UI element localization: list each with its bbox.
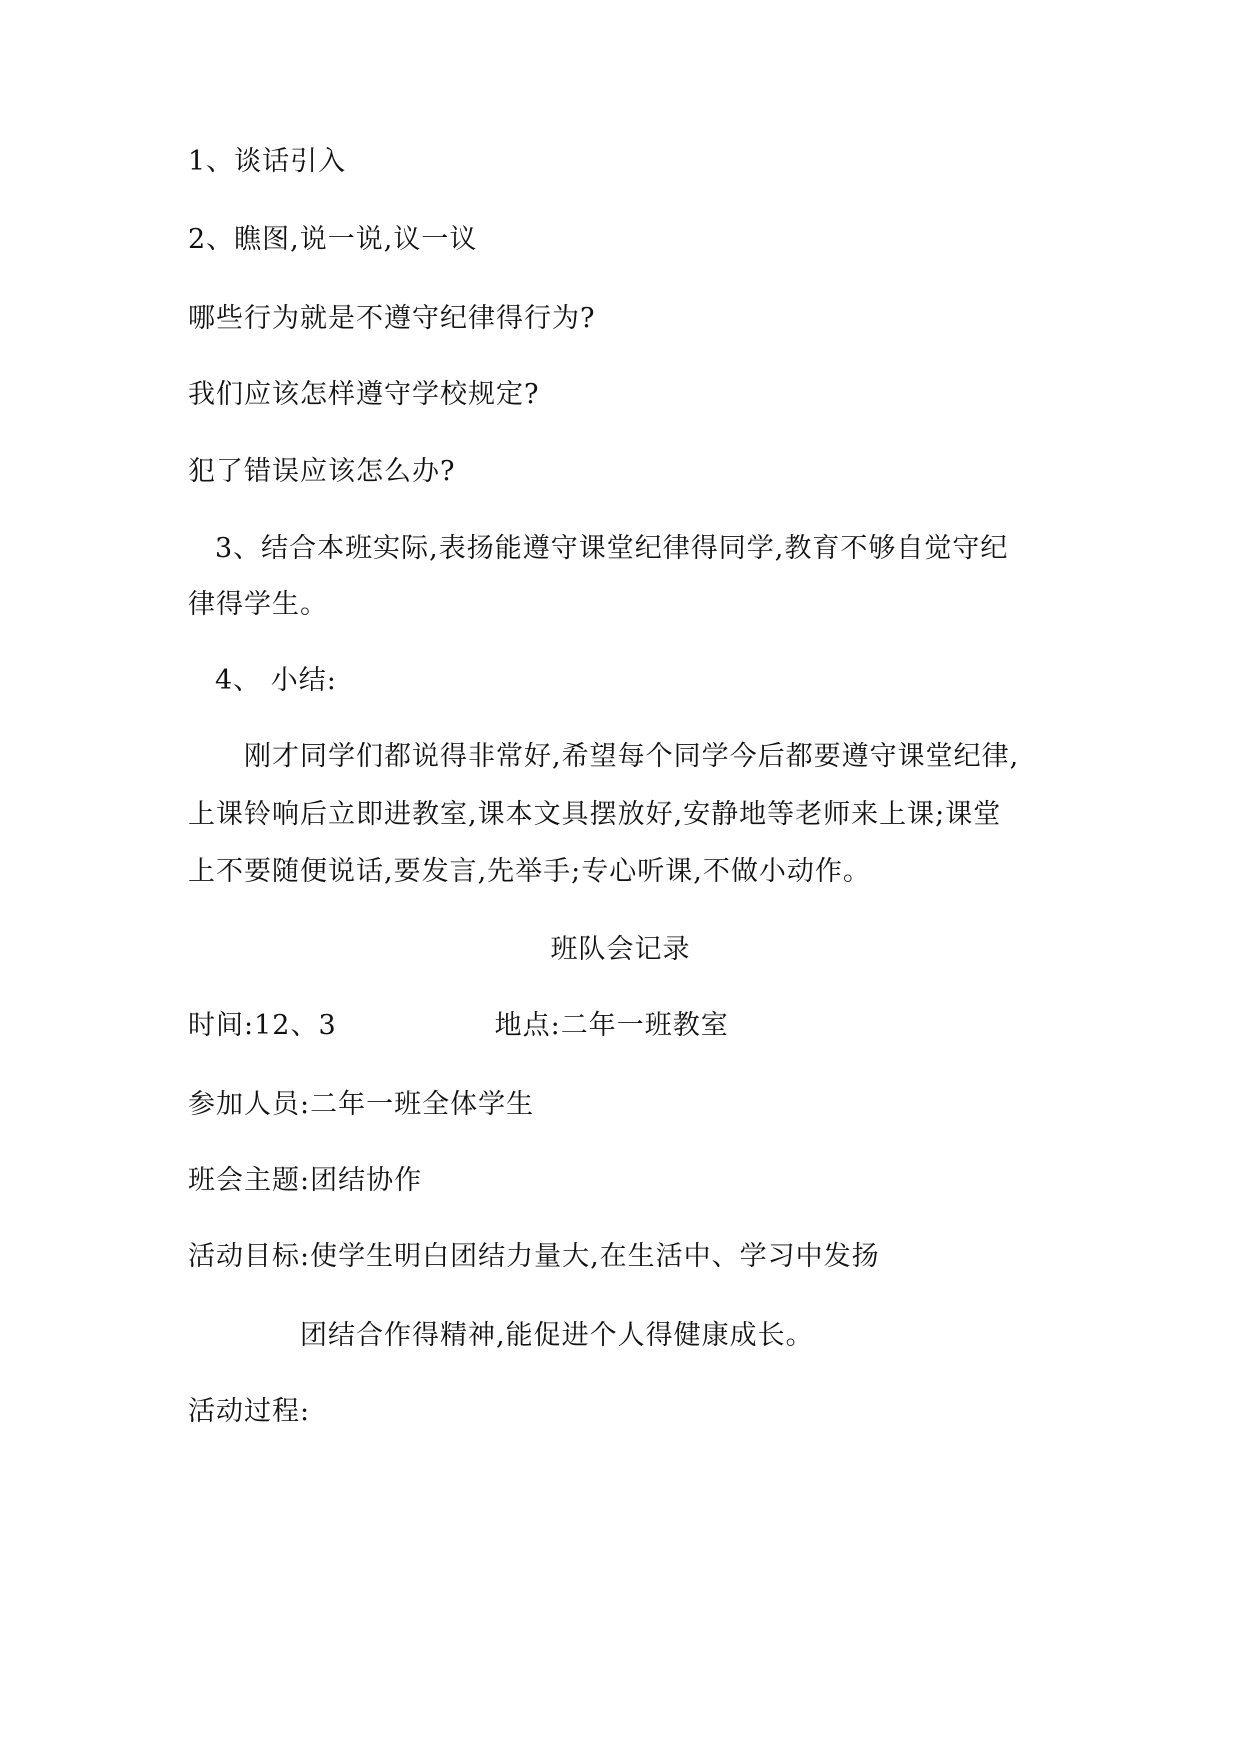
record-place: 地点:二年一班教室 — [494, 1010, 729, 1041]
section-look-discuss: 2、瞧图,说一说,议一议 — [188, 224, 478, 255]
summary-paragraph-line-3: 上不要随便说话,要发言,先举手;专心听课,不做小动作。 — [188, 856, 871, 887]
record-process: 活动过程: — [188, 1396, 311, 1427]
section-summary-heading: 4、 小结: — [215, 665, 337, 696]
summary-paragraph-line-1: 刚才同学们都说得非常好,希望每个同学今后都要遵守课堂纪律, — [244, 741, 1020, 772]
question-behaviors: 哪些行为就是不遵守纪律得行为? — [188, 303, 596, 334]
section-talk-intro: 1、谈话引入 — [188, 146, 347, 177]
section-class-practice-continued: 律得学生。 — [188, 589, 328, 620]
record-title: 班队会记录 — [550, 934, 691, 965]
record-goal-line-2: 团结合作得精神,能促进个人得健康成长。 — [300, 1320, 814, 1351]
question-mistakes: 犯了错误应该怎么办? — [188, 456, 456, 487]
question-school-rules: 我们应该怎样遵守学校规定? — [188, 379, 540, 410]
summary-paragraph-line-2: 上课铃响后立即进教室,课本文具摆放好,安静地等老师来上课;课堂 — [188, 799, 1002, 830]
record-time: 时间:12、3 — [188, 1010, 337, 1041]
record-goal-line-1: 活动目标:使学生明白团结力量大,在生活中、学习中发扬 — [188, 1241, 880, 1272]
record-theme: 班会主题:团结协作 — [188, 1165, 423, 1196]
record-participants: 参加人员:二年一班全体学生 — [188, 1089, 535, 1120]
section-class-practice: 3、结合本班实际,表扬能遵守课堂纪律得同学,教育不够自觉守纪 — [215, 533, 1009, 564]
record-time-place — [188, 1009, 729, 1043]
